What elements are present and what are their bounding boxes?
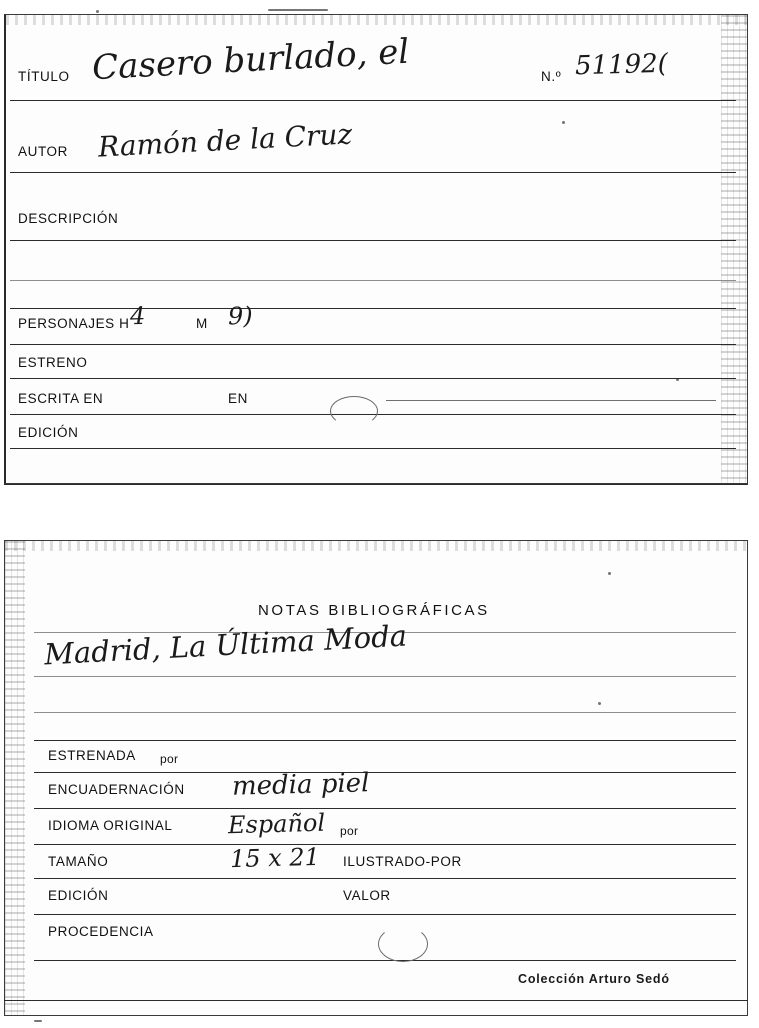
label-numero: N.º [541, 69, 562, 84]
back-rule-note-3 [34, 712, 736, 713]
front-rule-escrita [10, 414, 736, 415]
back-rule-edicion [34, 878, 736, 879]
label-estrenada: ESTRENADA [48, 748, 136, 763]
label-escrita-en-secondary: EN [228, 391, 248, 406]
scan-noise-top-back [5, 541, 747, 551]
label-valor: VALOR [343, 888, 391, 903]
front-rule-descripcion-3 [10, 308, 736, 309]
value-titulo: Casero burlado, el [91, 31, 411, 89]
label-descripcion: DESCRIPCIÓN [18, 211, 119, 226]
label-escrita-en: ESCRITA EN [18, 391, 104, 406]
scan-speck [268, 9, 328, 11]
back-rule-note-2 [34, 676, 736, 677]
label-edicion: EDICIÓN [18, 425, 79, 440]
value-tamano: 15 x 21 [229, 842, 321, 874]
back-card-bottom-edge [4, 1000, 748, 1001]
back-rule-procedencia [34, 914, 736, 915]
scan-noise-top [6, 15, 747, 25]
value-encuadernacion: media piel [231, 768, 370, 802]
value-idioma-original: Español [227, 808, 326, 840]
label-encuadernacion: ENCUADERNACIÓN [48, 782, 185, 797]
label-tamano: TAMAÑO [48, 854, 109, 869]
back-rule-bottom [34, 960, 736, 961]
value-numero: 51192( [574, 48, 669, 82]
front-rule-descripcion-1 [10, 240, 736, 241]
label-titulo: TÍTULO [18, 69, 70, 84]
back-rule-idioma [34, 808, 736, 809]
label-procedencia: PROCEDENCIA [48, 924, 154, 939]
label-estrenada-por: por [160, 752, 179, 766]
front-escrita-underline-right [386, 400, 716, 401]
label-ilustrado-por: ILUSTRADO-POR [343, 854, 462, 869]
label-edicion-back: EDICIÓN [48, 888, 109, 903]
value-autor: Ramón de la Cruz [97, 117, 353, 164]
label-personajes-h: PERSONAJES H [18, 316, 130, 331]
label-autor: AUTOR [18, 144, 69, 159]
collection-stamp: Colección Arturo Sedó [518, 972, 670, 986]
scan-speck [96, 10, 99, 13]
label-estreno: ESTRENO [18, 355, 88, 370]
front-card-bottom-edge [4, 484, 748, 485]
label-idioma-original: IDIOMA ORIGINAL [48, 818, 173, 833]
front-rule-descripcion-2 [10, 280, 736, 281]
front-rule-titulo [10, 100, 736, 101]
front-rule-edicion [10, 448, 736, 449]
scan-speck [34, 1020, 42, 1022]
value-nota-bibliografica: Madrid, La Última Moda [43, 618, 408, 672]
label-idioma-por: por [340, 824, 359, 838]
scan-noise-left-edge [5, 541, 25, 1015]
front-rule-estreno [10, 378, 736, 379]
front-rule-autor [10, 172, 736, 173]
back-rule-encuadernacion [34, 772, 736, 773]
front-rule-personajes [10, 344, 736, 345]
scan-noise-right-edge [721, 15, 747, 483]
notas-bibliograficas-heading: NOTAS BIBLIOGRÁFICAS [258, 602, 490, 619]
value-personajes-m: 9) [227, 301, 254, 331]
back-rule-estrenada [34, 740, 736, 741]
label-personajes-m: M [196, 316, 208, 331]
value-personajes-h: 4 [129, 301, 146, 331]
back-rule-tamano [34, 844, 736, 845]
